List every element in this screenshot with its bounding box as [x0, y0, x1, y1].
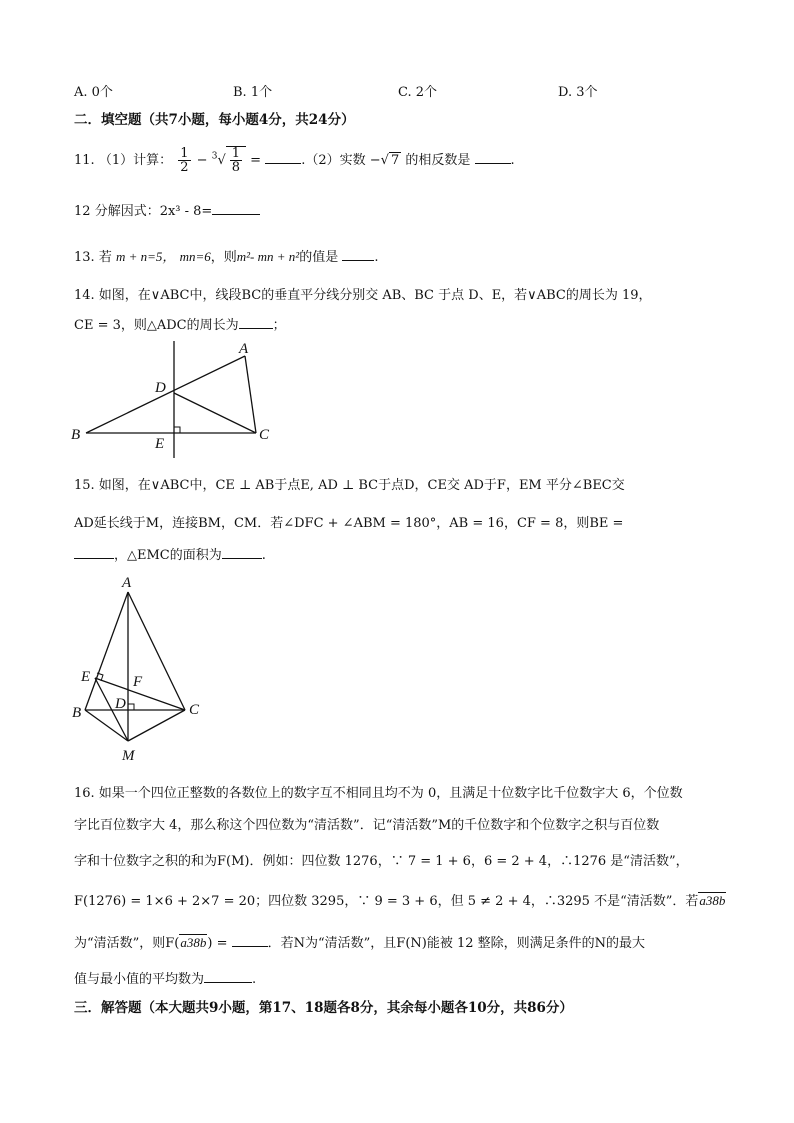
q14-blank[interactable] [239, 328, 273, 329]
q13-text-2: ，则 [210, 250, 237, 265]
section-3-title: 三．解答题（本大题共9小题，第17、18题各8分，其余每小题各10分，共86分） [74, 1000, 573, 1016]
q15-line-3-text: ，△EMC的面积为 [114, 548, 222, 563]
question-15-line-2: AD延长线于M，连接BM，CM．若∠DFC + ∠ABM = 180°，AB = 16，CF = 8，则BE = [74, 516, 624, 531]
q16-overline-number-2: a38b [180, 935, 207, 950]
q14-label-c: C [259, 427, 270, 443]
question-15-line-1: 15. 如图，在∨ABC中，CE ⊥ AB于点E, AD ⊥ BC于点D，CE交 AD于F，EM 平分∠BEC交 [74, 478, 625, 493]
question-12 [74, 200, 260, 219]
q14-label-e: E [155, 436, 165, 452]
q11-part2-label: .（2）实数 [301, 153, 366, 168]
figure-q15 [62, 570, 222, 770]
q11-root-num: 1 [231, 146, 241, 161]
choice-b: B. 1个 [233, 85, 273, 100]
q15-label-b: B [72, 705, 82, 721]
question-14-line-1: 14. 如图，在∨ABC中，线段BC的垂直平分线分别交 AB、BC 于点 D、E，若∨ABC的周长为 19， [74, 288, 652, 303]
q13-text-3: 的值是 [299, 250, 339, 265]
q15-label-f: F [133, 674, 143, 690]
q13-end: . [374, 250, 379, 265]
q11-sqrt-arg: 7 [390, 153, 400, 168]
q14-label-b: B [71, 427, 81, 443]
q15-label-d: D [115, 696, 126, 712]
q15-label-a: A [122, 575, 132, 591]
q14-line-2-text: CE = 3，则△ADC的周长为 [74, 318, 239, 333]
question-11 [74, 146, 515, 174]
q11-frac-den: 2 [180, 160, 189, 175]
q16-line-5-text-c: ．若N为“清活数”，且F(N)能被 12 整除，则满足条件的N的最大 [267, 936, 646, 951]
figure-q14 [60, 336, 290, 466]
question-16-line-2: 字比百位数字大 4，那么称这个四位数为“清活数”．记“清活数”M的千位数字和个位数字之积与百位数 [74, 818, 660, 833]
q12-text: 分解因式：2x³ - 8= [94, 204, 213, 219]
q11-root-index: 3 [211, 151, 218, 162]
q11-blank-1[interactable] [265, 163, 301, 164]
q14-label-d: D [155, 380, 166, 396]
question-16-line-3: 字和十位数字之积的和为F(M)．例如：四位数 1276，∵ 7 = 1 + 6，6 = 2 + 4，∴1276 是“清活数”， [74, 854, 689, 869]
q16-line-5-text-a: 为“清活数”，则F( [74, 936, 180, 951]
question-14-line-2 [74, 314, 286, 333]
q15-label-m: M [122, 748, 135, 764]
question-15-line-3 [74, 544, 266, 563]
q16-overline-number-1: a38b [699, 893, 726, 908]
q13-condition-1: m + n=5， [115, 249, 176, 264]
q13-blank[interactable] [342, 260, 374, 261]
q16-blank-2[interactable] [204, 982, 252, 983]
q13-expression: m²- mn + n² [236, 249, 300, 264]
choice-c: C. 2个 [398, 85, 438, 100]
q11-blank-2[interactable] [475, 163, 511, 164]
q16-line-4-text: F(1276) = 1×6 + 2×7 = 20；四位数 3295，∵ 9 = 3 + 6，但 5 ≠ 2 + 4，∴3295 不是“清活数”．若 [74, 894, 699, 909]
q15-line-3-end: . [261, 548, 266, 563]
choice-d: D. 3个 [558, 85, 598, 100]
q11-fraction [178, 147, 190, 174]
q11-part1-label: （1）计算： [98, 153, 173, 168]
question-16-line-1: 16. 如果一个四位正整数的各数位上的数字互不相同且均不为 0，且满足十位数字比千位数字大 6，个位数 [74, 786, 683, 801]
q16-blank-1[interactable] [232, 946, 268, 947]
q13-condition-2: mn=6 [179, 249, 211, 264]
q11-neg: − [369, 153, 381, 168]
q14-label-a: A [239, 341, 249, 357]
q11-minus: − [196, 153, 208, 168]
q11-part2-end: 的相反数是 [405, 153, 471, 168]
q15-label-e: E [81, 669, 91, 685]
q11-sqrt-sign: √ [380, 153, 389, 168]
q11-end: . [510, 153, 515, 168]
q15-blank-1[interactable] [74, 558, 114, 559]
q13-text-1: 若 [98, 250, 112, 265]
q13-number: 13. [74, 250, 95, 265]
choice-a: A. 0个 [74, 85, 113, 100]
q14-line-2-end: ； [272, 318, 286, 333]
q11-number: 11. [74, 153, 95, 168]
q11-root-fraction [230, 147, 242, 174]
q11-root-den: 8 [231, 160, 241, 175]
question-16-line-5 [74, 932, 645, 951]
q16-line-6-end: . [252, 972, 257, 987]
question-13 [74, 246, 378, 265]
question-16-line-6 [74, 968, 256, 987]
q15-blank-2[interactable] [222, 558, 262, 559]
q12-blank[interactable] [212, 214, 260, 215]
q16-line-6-text: 值与最小值的平均数为 [74, 972, 205, 987]
q11-equals: = [250, 153, 262, 168]
q12-number: 12 [74, 204, 91, 219]
q15-label-c: C [189, 702, 200, 718]
question-16-line-4 [74, 890, 726, 909]
q11-frac-num: 1 [180, 146, 189, 161]
section-2-title: 二．填空题（共7小题，每小题4分，共24分） [74, 112, 355, 128]
q16-line-5-text-b: ) = [207, 936, 228, 951]
q11-root-sign: √ [217, 153, 226, 168]
